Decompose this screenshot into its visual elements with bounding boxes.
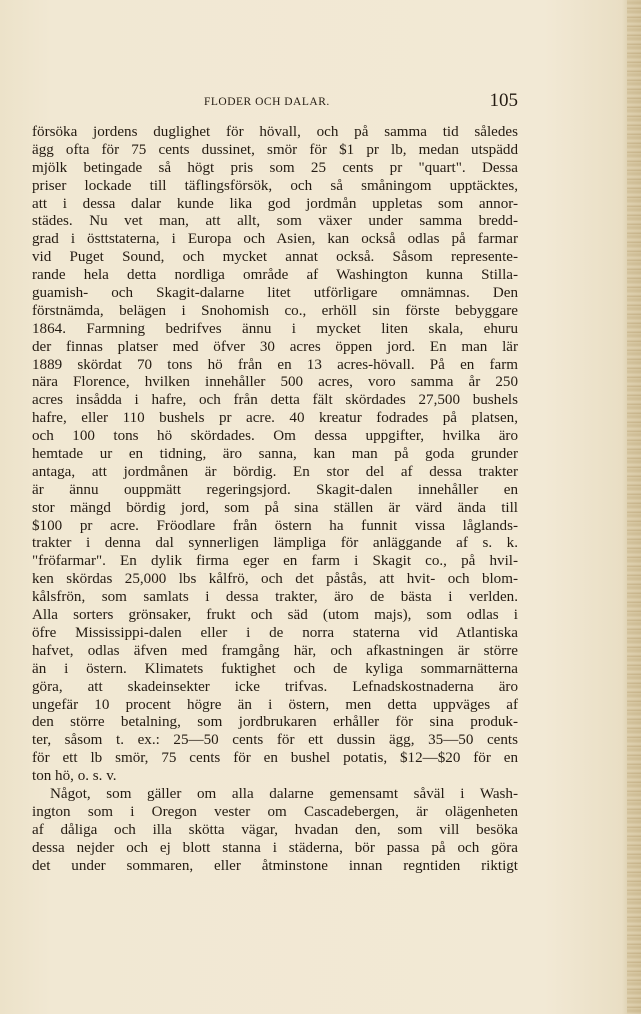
text-line: vid Puget Sound, och mycket annat också. Såsom represente- [32, 249, 518, 266]
text-line: och 100 tons hö skördades. Om dessa uppgifter, hvilka äro [32, 428, 518, 445]
text-line: den större betalning, som jordbrukaren erhåller för sina produk- [32, 714, 518, 731]
page-edge [627, 0, 641, 1014]
text-line: ington som i Oregon vester om Cascadebergen, är olägenheten [32, 803, 518, 820]
text-line: förstnämda, belägen i Snohomish co., erhöll sin förste bebyggare [32, 302, 518, 319]
text-line: acres insådda i hafre, och från detta fält skördades 27,500 bushels [32, 392, 518, 409]
text-line: ton hö, o. s. v. [32, 768, 117, 785]
text-line: nära Florence, hvilken innehåller 500 acres, voro samma år 250 [32, 374, 518, 391]
text-line: öfre Mississippi-dalen eller i de norra staterna vid Atlantiska [32, 624, 518, 641]
text-line: af dåliga och illa skötta vägar, hvadan den, som vill besöka [32, 821, 518, 838]
text-line: der finnas platser med öfver 30 acres öppen jord. En man lär [32, 338, 518, 355]
text-line: mjölk betingade så högt pris som 25 cents pr "quart". Dessa [32, 159, 518, 176]
text-line: 1864. Farmning bedrifves ännu i mycket liten skala, ehuru [32, 320, 518, 337]
text-line: göra, att skadeinsekter icke trifvas. Lefnadskostnaderna äro [32, 678, 518, 695]
text-line: ter, såsom t. ex.: 25—50 cents för ett dussin ägg, 35—50 cents [32, 732, 518, 749]
text-line: försöka jordens duglighet för hövall, och på samma tid således [32, 124, 518, 140]
text-line: guamish- och Skagit-dalarne litet utförligare omnämnas. Den [32, 285, 518, 302]
text-line: antaga, att jordmånen är bördig. En stor del af dessa trakter [32, 463, 518, 480]
text-line: hemtade ur en tidning, äro sanna, kan man på goda grunder [32, 446, 518, 463]
text-line: för ett lb smör, 75 cents för en bushel potatis, $12—$20 för en [32, 750, 518, 767]
text-line: grad i östtstaterna, i Europa och Asien, kan också odlas på farmar [32, 231, 518, 248]
page-header [32, 92, 518, 116]
text-line: hafvet, odlas äfven med framgång här, och afkastningen är större [32, 642, 518, 659]
text-line: än i östern. Klimatets fuktighet och de kyliga sommarnätterna [32, 660, 518, 677]
text-line: det under sommaren, eller åtminstone innan regntiden riktigt [32, 857, 518, 874]
text-line: priser lockade till täflingsförsök, och så småningom upptäcktes, [32, 177, 518, 194]
text-line: 1889 skördat 70 tons hö från en 13 acres-hövall. På en farm [32, 356, 518, 373]
text-line: stor mängd bördig jord, som på sina ställen är värd ända till [32, 499, 518, 516]
text-line: trakter i denna dal synnerligen lämpliga för anläggande af s. k. [32, 535, 518, 552]
text-line: kålsfrön, som samlats i dessa trakter, äro de bästa i verlden. [32, 589, 518, 606]
running-title: FLODER OCH DALAR. [204, 96, 330, 108]
text-line: $100 pr acre. Fröodlare från östern ha funnit vissa låglands- [32, 517, 518, 534]
text-line: rande hela detta nordliga område af Washington kunna Stilla- [32, 267, 518, 284]
text-line: är ännu ouppmätt regeringsjord. Skagit-dalen innehåller en [32, 481, 518, 498]
page-number: 105 [489, 90, 518, 111]
text-line: hafre, eller 110 bushels pr acre. 40 kreatur fodrades på platsen, [32, 410, 518, 427]
text-line: ungefär 10 procent högre än i östern, men detta uppväges af [32, 696, 518, 713]
text-line: Något, som gäller om alla dalarne gemensamt såväl i Wash- [50, 785, 518, 802]
text-line: ken skördas 25,000 lbs kålfrö, och det påstås, att hvit- och blom- [32, 571, 518, 588]
body-text [32, 124, 518, 875]
text-line: Alla sorters grönsaker, frukt och säd (utom majs), som odlas i [32, 607, 518, 624]
text-line: ägg ofta för 75 cents dussinet, smör för $1 pr lb, medan utspädd [32, 141, 518, 158]
text-line: "fröfarmar". En dylik firma eger en farm i Skagit co., på hvil- [32, 553, 518, 570]
text-line: att i dessa dalar kunde lika god jordmån uppletas som annor- [32, 195, 518, 212]
text-line: dessa nejder och ej blott stanna i städerna, bör passa på och göra [32, 839, 518, 856]
text-line: städes. Nu vet man, att allt, som växer under samma bredd- [32, 213, 518, 230]
